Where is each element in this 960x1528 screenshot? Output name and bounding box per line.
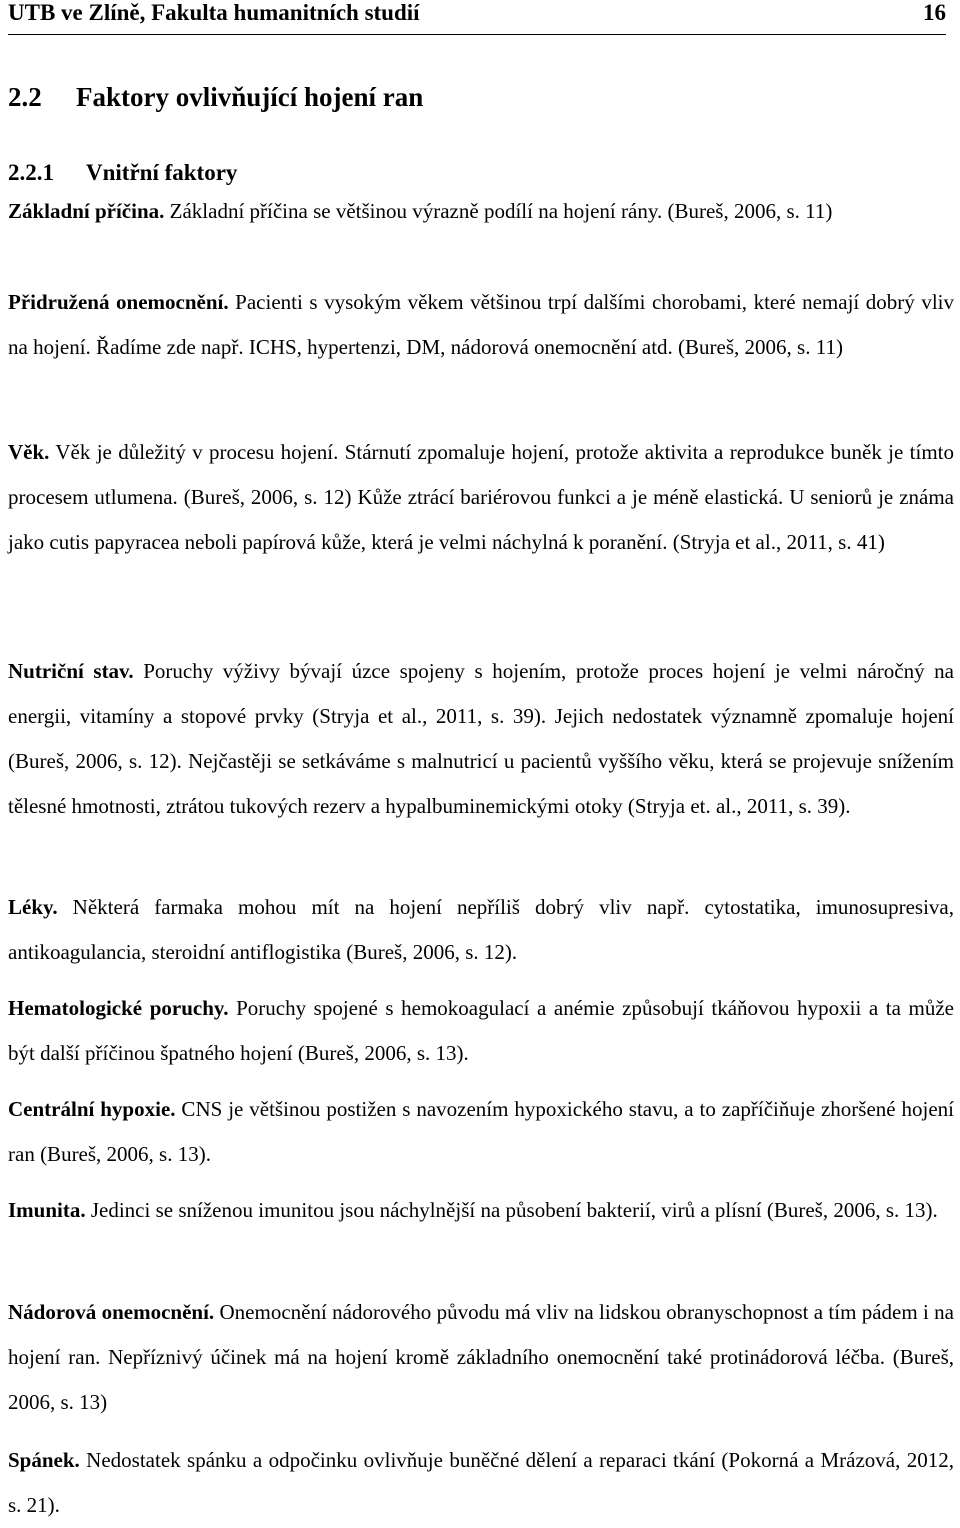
subsection-title: Vnitřní faktory xyxy=(86,160,238,185)
page-number: 16 xyxy=(923,0,946,25)
paragraph-spanek xyxy=(8,1438,954,1528)
paragraph-nadorova-onemocneni xyxy=(8,1290,954,1425)
paragraph-nutricni-stav xyxy=(8,649,954,829)
paragraph-lead: Imunita. xyxy=(8,1198,86,1222)
paragraph-text: Věk je důležitý v procesu hojení. Stárnutí zpomaluje hojení, protože aktivita a reprodukce buněk je tímto procesem utlumena. (Bureš, 2006, s. 12) Kůže ztrácí bariérovou funkci a je méně elastická. U seniorů je známa jako cutis papyracea neboli papírová kůže, která je velmi náchylná k poranění. (Stryja et al., 2011, s. 41) xyxy=(8,440,954,554)
paragraph-text: Základní příčina se většinou výrazně podílí na hojení rány. (Bureš, 2006, s. 11) xyxy=(164,199,833,223)
paragraph-text: Poruchy výživy bývají úzce spojeny s hojením, protože proces hojení je velmi náročný na energii, vitamíny a stopové prvky (Stryja et al., 2011, s. 39). Jejich nedostatek významně zpomaluje hojení (Bureš, 2006, s. 12). Nejčastěji se setkáváme s malnutricí u pacientů vyššího věku, která se projevuje snížením tělesné hmotnosti, ztrátou tukových rezerv a hypalbuminemickými otoky (Stryja et. al., 2011, s. 39). xyxy=(8,659,954,818)
paragraph-lead: Nutriční stav. xyxy=(8,659,134,683)
paragraph-text: Poruchy spojené s hemokoagulací a anémie způsobují tkáňovou hypoxii a ta může být další příčinou špatného hojení (Bureš, 2006, s. 13). xyxy=(8,996,955,1065)
paragraph-vek xyxy=(8,430,954,565)
paragraph-text: Onemocnění nádorového původu má vliv na lidskou obranyschopnost a tím pádem i na hojení ran. Nepříznivý účinek má na hojení kromě základního onemocnění také protinádorová léčba. (Bureš, 2006, s. 13) xyxy=(8,1300,954,1414)
paragraph-text: CNS je většinou postižen s navozením hypoxického stavu, a to zapříčiňuje zhoršené hojení ran (Bureš, 2006, s. 13). xyxy=(8,1097,955,1166)
paragraph-hematologicke-poruchy xyxy=(8,986,954,1076)
subsection-heading xyxy=(8,158,237,188)
paragraph-zakladni-pricina xyxy=(8,189,954,234)
paragraph-text: Pacienti s vysokým věkem většinou trpí dalšími chorobami, které nemají dobrý vliv na hojení. Řadíme zde např. ICHS, hypertenzi, DM, nádorová onemocnění atd. (Bureš, 2006, s. 11) xyxy=(8,290,955,359)
paragraph-lead: Hematologické poruchy. xyxy=(8,996,229,1020)
paragraph-lead: Přidružená onemocnění. xyxy=(8,290,229,314)
paragraph-lead: Léky. xyxy=(8,895,58,919)
paragraph-imunita xyxy=(8,1188,954,1233)
section-heading xyxy=(8,80,423,114)
paragraph-text: Některá farmaka mohou mít na hojení nepříliš dobrý vliv např. cytostatika, imunosupresiva, antikoagulancia, steroidní antiflogistika (Bureš, 2006, s. 12). xyxy=(8,895,954,964)
paragraph-centralni-hypoxie xyxy=(8,1087,954,1177)
paragraph-text: Jedinci se sníženou imunitou jsou náchylnější na působení bakterií, virů a plísní (Bureš, 2006, s. 13). xyxy=(85,1198,938,1222)
paragraph-pridruzena-onemocneni xyxy=(8,280,954,370)
section-title: Faktory ovlivňující hojení ran xyxy=(76,82,424,112)
paragraph-lead: Základní příčina. xyxy=(8,199,165,223)
subsection-number: 2.2.1 xyxy=(8,160,54,185)
page-header xyxy=(8,0,946,35)
paragraph-lead: Věk. xyxy=(8,440,50,464)
paragraph-lead: Spánek. xyxy=(8,1448,80,1472)
paragraph-text: Nedostatek spánku a odpočinku ovlivňuje buněčné dělení a reparaci tkání (Pokorná a Mrázová, 2012, s. 21). xyxy=(8,1448,954,1517)
paragraph-lead: Nádorová onemocnění. xyxy=(8,1300,215,1324)
paragraph-lead: Centrální hypoxie. xyxy=(8,1097,176,1121)
header-title: UTB ve Zlíně, Fakulta humanitních studií xyxy=(8,0,420,25)
section-number: 2.2 xyxy=(8,82,42,112)
paragraph-leky xyxy=(8,885,954,975)
